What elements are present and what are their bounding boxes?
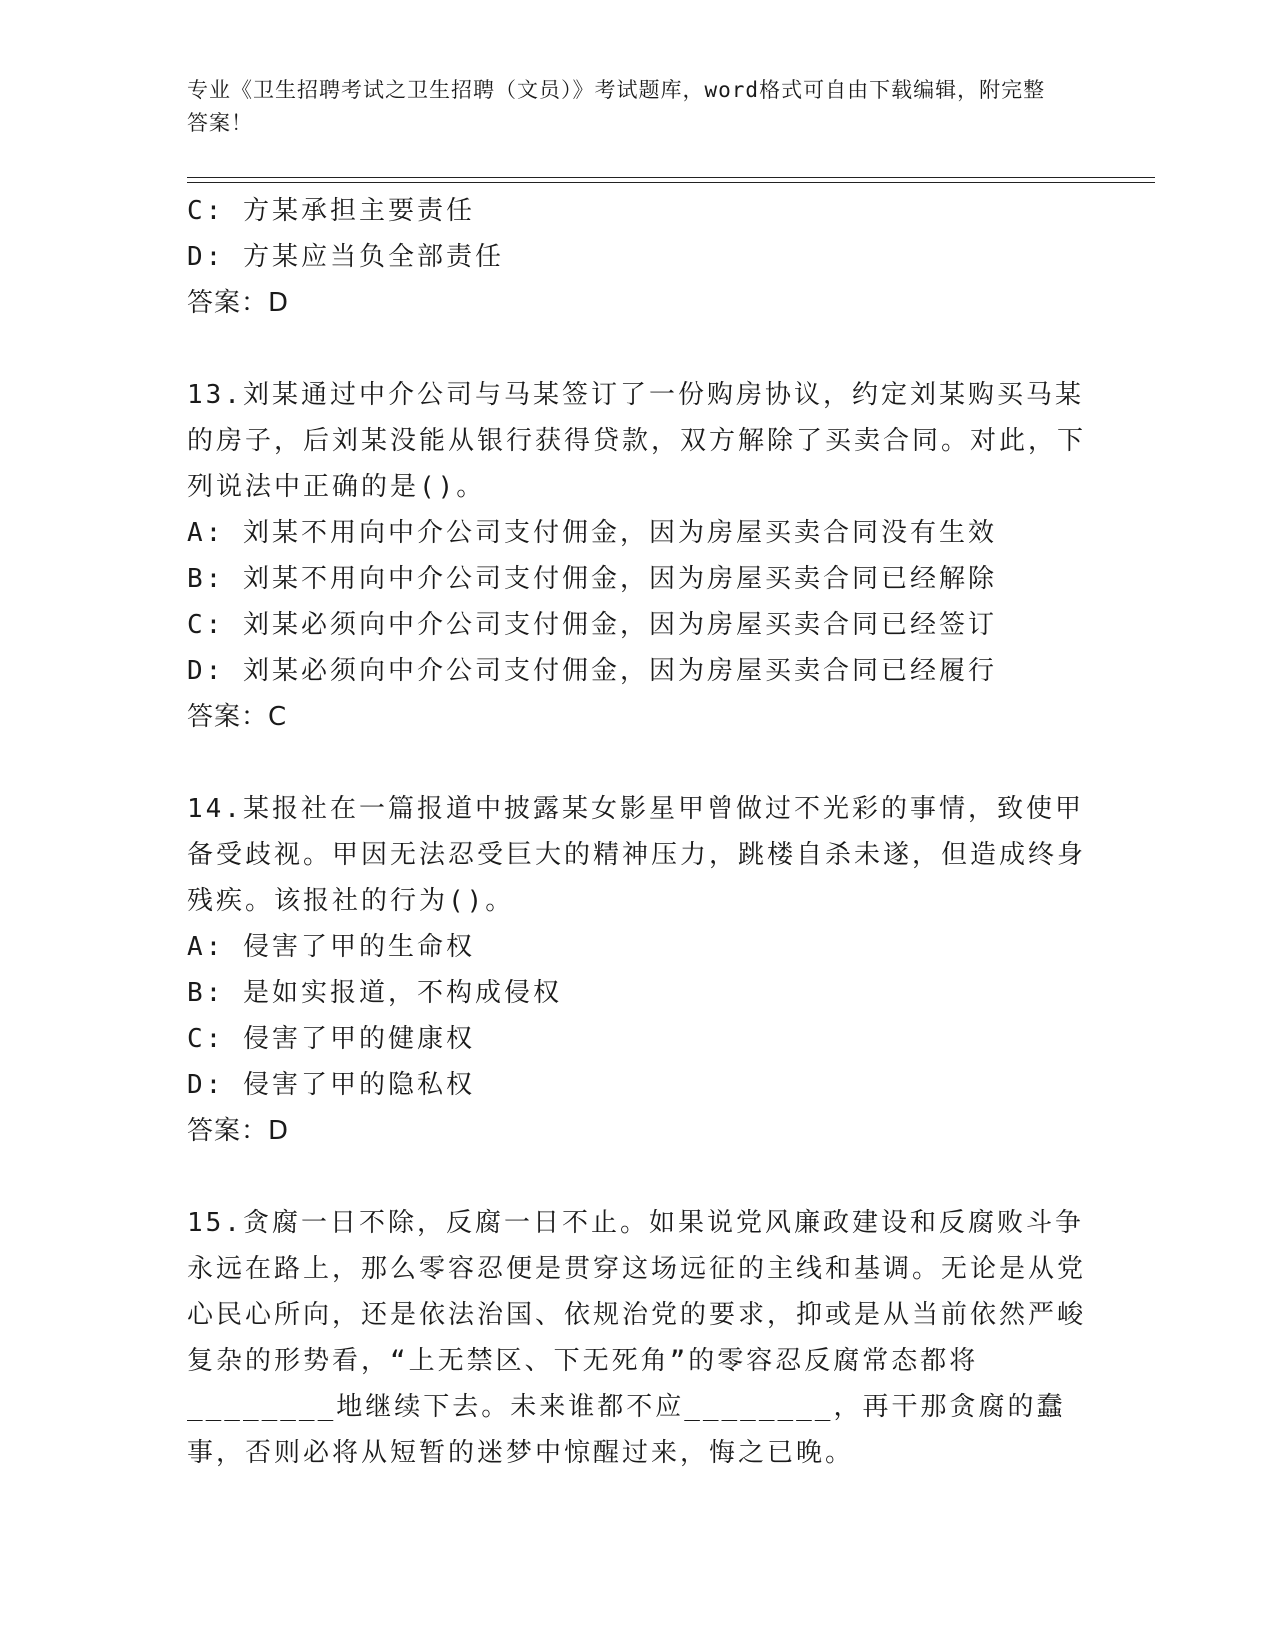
option-d: D: 方某应当负全部责任	[187, 242, 504, 272]
option-d: D: 刘某必须向中介公司支付佣金，因为房屋买卖合同已经履行	[187, 656, 997, 686]
prev-question-block	[187, 188, 1097, 326]
option-c: C: 侵害了甲的健康权	[187, 1024, 475, 1054]
option-d: D: 侵害了甲的隐私权	[187, 1070, 475, 1100]
answer: 答案：D	[187, 288, 290, 318]
option-a: A: 侵害了甲的生命权	[187, 932, 475, 962]
option-a: A: 刘某不用向中介公司支付佣金，因为房屋买卖合同没有生效	[187, 518, 997, 548]
answer: 答案：D	[187, 1116, 290, 1146]
question-content	[187, 188, 1097, 1476]
question-stem: 15.贪腐一日不除，反腐一日不止。如果说党风廉政建设和反腐败斗争永远在路上，那么零容忍便是贯穿这场远征的主线和基调。无论是从党心民心所向，还是依法治国、依规治党的要求，抑或是从当前依然严峻复杂的形势看，“上无禁区、下无死角”的零容忍反腐常态都将________地继续下去。未来谁都不应________，再干那贪腐的蠢事，否则必将从短暂的迷梦中惊醒过来，悔之已晚。	[187, 1208, 1087, 1468]
option-c: C: 刘某必须向中介公司支付佣金，因为房屋买卖合同已经签订	[187, 610, 997, 640]
option-b: B: 是如实报道，不构成侵权	[187, 978, 562, 1008]
option-b: B: 刘某不用向中介公司支付佣金，因为房屋买卖合同已经解除	[187, 564, 997, 594]
option-c: C: 方某承担主要责任	[187, 196, 475, 226]
answer: 答案：C	[187, 702, 288, 732]
question-stem: 14.某报社在一篇报道中披露某女影星甲曾做过不光彩的事情，致使甲备受歧视。甲因无法忍受巨大的精神压力，跳楼自杀未遂，但造成终身残疾。该报社的行为()。	[187, 794, 1087, 916]
question-13	[187, 372, 1097, 740]
header-rule-top	[187, 177, 1155, 178]
document-header	[187, 74, 1067, 140]
question-stem: 13.刘某通过中介公司与马某签订了一份购房协议，约定刘某购买马某的房子，后刘某没能从银行获得贷款，双方解除了买卖合同。对此，下列说法中正确的是()。	[187, 380, 1087, 502]
header-title: 专业《卫生招聘考试之卫生招聘（文员）》考试题库，word格式可自由下载编辑，附完整答案！	[187, 78, 1046, 135]
header-rule-bottom	[187, 182, 1155, 183]
question-14	[187, 786, 1097, 1154]
question-15	[187, 1200, 1097, 1476]
